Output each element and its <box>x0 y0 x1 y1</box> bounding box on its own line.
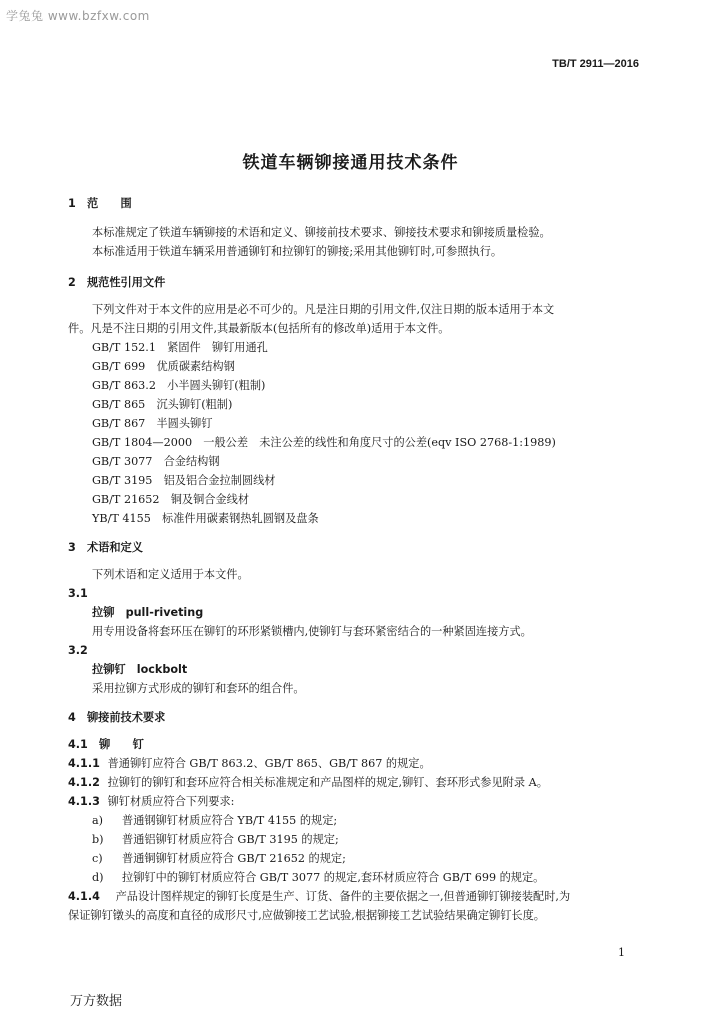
section-2-heading: 2 规范性引用文件 <box>68 276 166 289</box>
clause-4-1-4-line-2: 保证铆钉镦头的高度和直径的成形尺寸,应做铆接工艺试验,根据铆接工艺试验结果确定铆钉长度。 <box>68 909 545 922</box>
clause-number: 4.1.2 <box>68 776 100 789</box>
list-label: d) <box>92 871 104 884</box>
document-body <box>68 190 642 925</box>
clause-number: 4.1.3 <box>68 795 100 808</box>
list-text: 普通铜铆钉材质应符合 GB/T 21652 的规定; <box>122 852 346 865</box>
list-label: c) <box>92 852 103 865</box>
list-item <box>68 849 642 868</box>
list-text: 普通钢铆钉材质应符合 YB/T 4155 的规定; <box>122 814 338 827</box>
clause-4-1-2 <box>68 773 642 792</box>
clause-text: 拉铆钉的铆钉和套环应符合相关标准规定和产品图样的规定,铆钉、套环形式参见附录 A。 <box>107 776 548 789</box>
reference-item: GB/T 152.1 紧固件 铆钉用通孔 <box>92 341 268 354</box>
list-text: 拉铆钉中的铆钉材质应符合 GB/T 3077 的规定,套环材质应符合 GB/T 699 的规定。 <box>122 871 545 884</box>
section-2-intro-line-2: 件。凡是不注日期的引用文件,其最新版本(包括所有的修改单)适用于本文件。 <box>68 322 450 335</box>
reference-item: YB/T 4155 标准件用碳素钢热轧圆钢及盘条 <box>92 512 319 525</box>
term-3-1-number: 3.1 <box>68 587 88 600</box>
watermark-site: 学兔兔 www.bzfxw.com <box>6 9 150 23</box>
clause-number: 4.1.4 <box>68 890 100 903</box>
reference-item: GB/T 865 沉头铆钉(粗制) <box>92 398 233 411</box>
term-3-2-number: 3.2 <box>68 644 88 657</box>
term-3-1-title: 拉铆 pull-riveting <box>92 606 204 619</box>
list-item <box>68 811 642 830</box>
section-1-heading: 1 范 围 <box>68 197 132 210</box>
list-text: 普通铝铆钉材质应符合 GB/T 3195 的规定; <box>122 833 339 846</box>
reference-item: GB/T 699 优质碳素结构钢 <box>92 360 235 373</box>
reference-item: GB/T 863.2 小半圆头铆钉(粗制) <box>92 379 266 392</box>
reference-item: GB/T 3077 合金结构钢 <box>92 455 220 468</box>
section-4-heading: 4 铆接前技术要求 <box>68 711 166 724</box>
clause-text: 产品设计图样规定的铆钉长度是生产、订货、备件的主要依据之一,但普通铆钉铆接装配时,为 <box>115 890 571 903</box>
list-item <box>68 830 642 849</box>
clause-4-1-1 <box>68 754 642 773</box>
section-1-paragraph-2: 本标准适用于铁道车辆采用普通铆钉和拉铆钉的铆接;采用其他铆钉时,可参照执行。 <box>92 245 503 258</box>
clause-text: 普通铆钉应符合 GB/T 863.2、GB/T 865、GB/T 867 的规定。 <box>107 757 431 770</box>
reference-item: GB/T 3195 铝及铝合金拉制圆线材 <box>92 474 276 487</box>
section-1-paragraph-1: 本标准规定了铁道车辆铆接的术语和定义、铆接前技术要求、铆接技术要求和铆接质量检验。 <box>92 226 551 239</box>
clause-4-1-heading: 4.1 铆 钉 <box>68 738 144 751</box>
clause-number: 4.1.1 <box>68 757 100 770</box>
list-label: b) <box>92 833 104 846</box>
term-3-2-definition: 采用拉铆方式形成的铆钉和套环的组合件。 <box>92 682 305 695</box>
term-3-2-title: 拉铆钉 lockbolt <box>92 663 188 676</box>
section-3-intro: 下列术语和定义适用于本文件。 <box>92 568 249 581</box>
clause-4-1-4-line-1 <box>68 887 642 906</box>
clause-text: 铆钉材质应符合下列要求: <box>107 795 235 808</box>
section-2-intro-line-1: 下列文件对于本文件的应用是必不可少的。凡是注日期的引用文件,仅注日期的版本适用于本文 <box>92 303 555 316</box>
list-item <box>68 868 642 887</box>
document-title: 铁道车辆铆接通用技术条件 <box>242 153 459 173</box>
standard-number: TB/T 2911—2016 <box>552 58 639 70</box>
page-number: 1 <box>618 946 625 959</box>
reference-item: GB/T 867 半圆头铆钉 <box>92 417 213 430</box>
section-3-heading: 3 术语和定义 <box>68 541 143 554</box>
footer-watermark: 万方数据 <box>70 994 123 1009</box>
clause-4-1-3 <box>68 792 642 811</box>
reference-item: GB/T 21652 铜及铜合金线材 <box>92 493 250 506</box>
term-3-1-definition: 用专用设备将套环压在铆钉的环形紧锁槽内,使铆钉与套环紧密结合的一种紧固连接方式。 <box>92 625 532 638</box>
list-label: a) <box>92 814 104 827</box>
reference-item: GB/T 1804—2000 一般公差 未注公差的线性和角度尺寸的公差(eqv ISO 2768-1:1989) <box>92 436 556 449</box>
